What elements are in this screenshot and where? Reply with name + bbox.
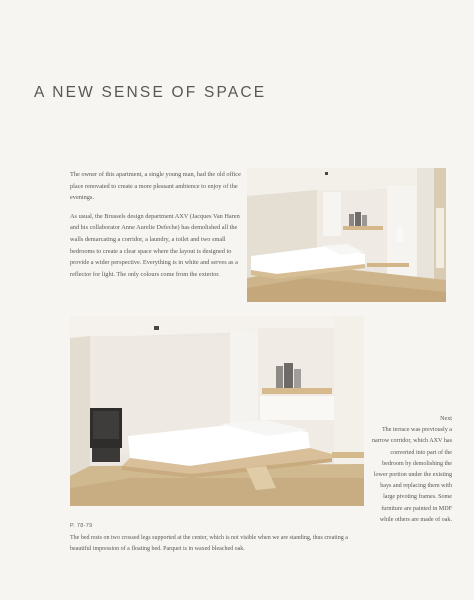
bedroom-photo-small: [247, 168, 446, 302]
bedroom-photo-small-illustration: [247, 168, 446, 302]
intro-paragraph-1: The owner of this apartment, a single young man, had the old office place renovated to create a more pleasant ambience to enjoy of the evenings.: [70, 171, 241, 202]
side-note: [368, 414, 452, 526]
intro-paragraph-2: As usual, the Brussels design department AXV (Jacques Van Haren and his collaborator Anne Aurelie Defeche) has demolished all the walls demarcating a corridor, a laundry, a toilet and two small bedrooms to create a clear space where the layout is designed to provide a wider perspective. Everything is in white and serves as a reflector for light. The only colours come from the exterior.: [70, 212, 240, 278]
side-note-text: The terrace was previously a narrow corridor, which AXV has converted into part of the bedroom by demolishing the lower portion under the existing bays and replacing them with large pivoting frames. Some furniture are painted in MDF while others are made of oak.: [371, 427, 452, 523]
photo-caption: The bed rests on two crossed legs supported at the center, which is not visible when we are standing, thus creating a beautiful impression of a floating bed. Parquet is in waxed bleached oak.: [70, 535, 348, 552]
bedroom-photo-large-illustration: [70, 316, 364, 506]
bedroom-photo-large: [70, 316, 364, 506]
side-note-label: Next: [440, 416, 452, 422]
page-reference: P. 78-79: [70, 523, 93, 529]
page-title: A NEW SENSE OF SPACE: [34, 84, 267, 102]
intro-text: [70, 169, 242, 287]
